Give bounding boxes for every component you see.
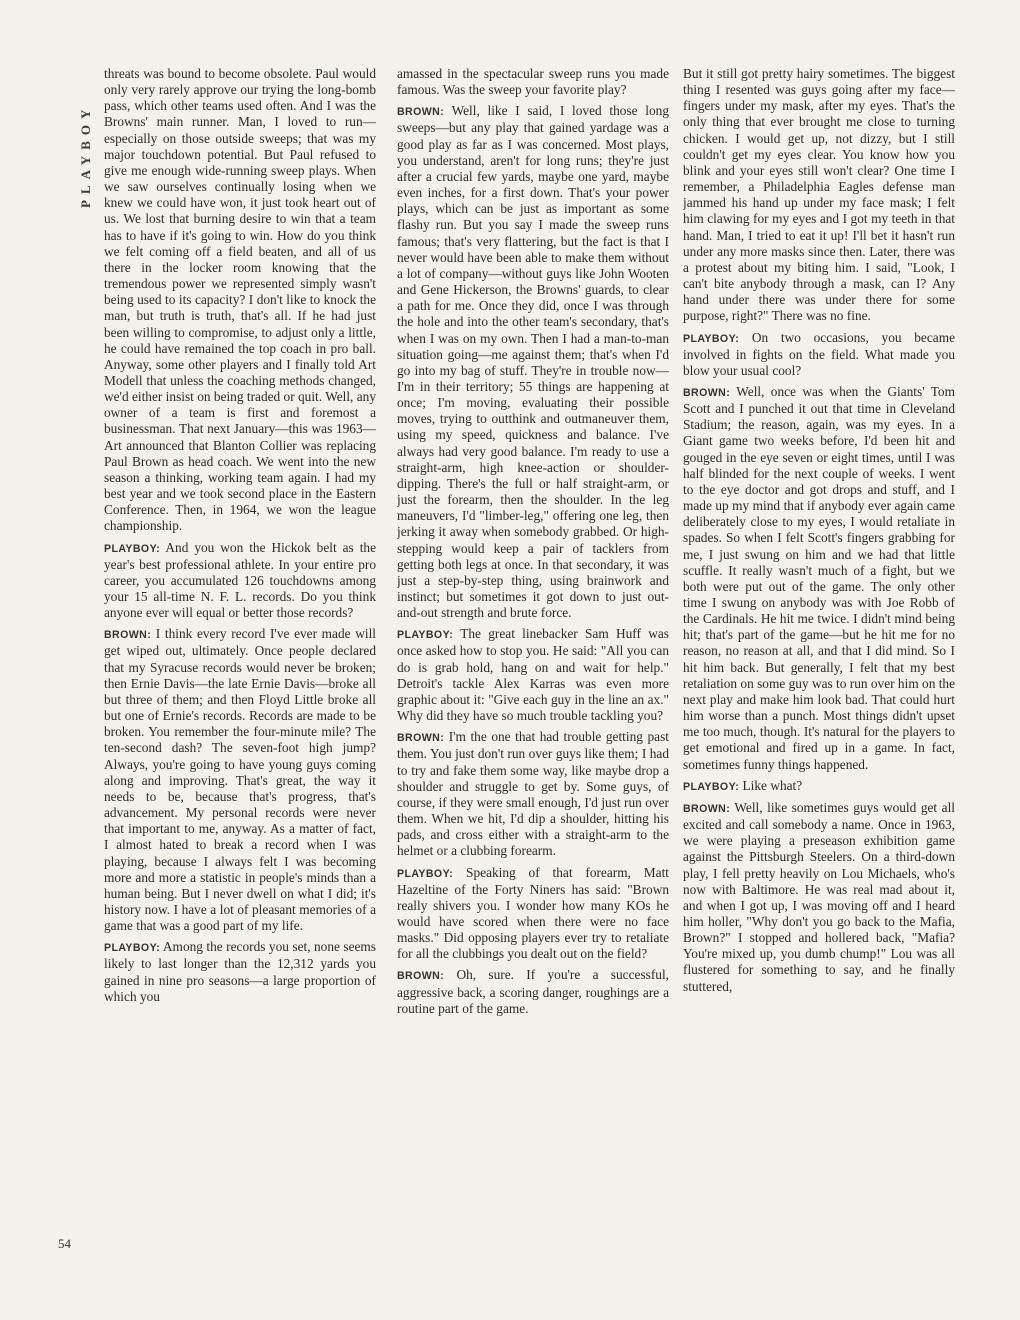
paragraph-text: Like what? <box>742 777 803 793</box>
paragraph-text: Well, like sometimes guys would get all excited and call somebody a name. Once in 1963, we were playing a preseason exhibition game against the Pittsburgh Steelers. On a third-down play, I fell pretty heavily on Lou Michaels, who's now with Baltimore. He was real mad about it, and when I got up, I was moving off and I heard him holler, "Why don't you go back to the Mafia, Brown?" I stopped and hollered back, "Mafia? You're mixed up, you dumb chump!" Lou was all flustered for something to say, and he finally stuttered, <box>683 799 955 994</box>
page-number: 54 <box>58 1236 71 1251</box>
body-paragraph <box>683 66 955 325</box>
paragraph-text: On two occasions, you became involved in fights on the field. What made you blow your usual cool? <box>683 329 955 378</box>
paragraph-text: Among the records you set, none seems likely to last longer than the 12,312 yards you gained in nine pro seasons—a large proportion of which you <box>104 939 376 1004</box>
question-paragraph <box>397 626 669 724</box>
paragraph-text: But it still got pretty hairy sometimes. The biggest thing I resented was guys going after my face—fingers under my mask, after my eyes. That's the only thing that ever brought me close to turning chicken. I would get up, not dizzy, but I still couldn't get my eyes clear. You know how you blink and your eyes still won't clear? One time I remember, a Philadelphia Eagles defense man jammed his hand up under my face mask; I felt him clawing for my eyes and I got my teeth in that hand. Man, I tried to eat it up! I'll bet it hasn't run under any more masks since then. Later, there was a protest about my biting him. I said, "Look, I can't bite anybody through a mask, can I? Any hand under there was under there for some purpose, right?" There was no fine. <box>683 66 955 324</box>
speaker-label: PLAYBOY: <box>683 780 740 793</box>
paragraph-text: Well, like I said, I loved those long sweeps—but any play that gained yardage was a good play as far as I was concerned. Most plays, you understand, aren't for long runs; they're just after a crucial few yards, maybe one yard, maybe even inches, for a first down. That's your power plays, which can be just as important as some flashy run. But you say I made the sweep runs famous; that's very flattering, but the fact is that I never would have been able to make them without a lot of company—without guys like John Wooten and Gene Hickerson, the Browns' guards, to clear a path for me. Once they did, once I was through the hole and into the other team's secondary, that's when I was on my own. Then I had a man-to-man situation going—me against them; that's when I'd go into my bag of stuff. They're in trouble now—I'm in their territory; 55 things are happening at once; I'm moving, evaluating their possible moves, trying to outthink and outmaneuver them, using my speed, quickness and balance. I've always had very good balance. I'm ready to use a straight-arm, high knee-action or shoulder-dipping. There's the full or half straight-arm, or just the forearm, then the shoulder. In the leg maneuvers, I'd "limber-leg," offering one leg, then jerking it away when somebody grabbed. Or high-stepping would keep a pair of tacklers from getting both legs at once. In that secondary, it was just a step-by-step thing, using brainwork and instinct; but sometimes it got down to just out-and-out strength and brute force. <box>397 103 669 621</box>
speaker-label: PLAYBOY: <box>104 542 161 555</box>
question-paragraph <box>104 939 376 1005</box>
answer-paragraph <box>104 626 376 934</box>
answer-paragraph <box>397 967 669 1016</box>
speaker-label: BROWN: <box>397 106 445 119</box>
text-column-2 <box>397 66 669 1266</box>
answer-paragraph <box>397 729 669 859</box>
speaker-label: PLAYBOY: <box>683 332 740 345</box>
speaker-label: BROWN: <box>683 386 731 399</box>
paragraph-text: amassed in the spectacular sweep runs you made famous. Was the sweep your favorite play? <box>397 66 669 98</box>
paragraph-text: Oh, sure. If you're a successful, aggressive back, a scoring danger, roughings are a routine part of the game. <box>397 967 669 1016</box>
paragraph-text: Well, once was when the Giants' Tom Scott and I punched it out that time in Cleveland Stadium; the reason, again, was my eyes. In a Giant game two weeks before, I'd been hit and gouged in the eye seven or eight times, until I was half blinded for the next couple of weeks. I went to the eye doctor and got drops and stuff, and I made up my mind that if anybody ever again came deliberately close to my eyes, I would retaliate in spades. So when I felt Scott's fingers grabbing for me, I just swung on him and we had that little scuffle. It really wasn't much of a fight, but we both were put out of the game. The only other time I swung on anybody was with Joe Robb of the Cardinals. He hit me twice. I didn't mind being hit; that's part of the game—but he hit me for no reason, no reason at all, and that I did mind. So I hit him back. But generally, I felt that my best retaliation on some guy was to run over him on the next play and make him look bad. That could hurt him worse than a punch. Most things didn't upset me too much, though. It's natural for the players to get emotional and fired up in a game. In fact, sometimes funny things happened. <box>683 383 955 772</box>
paragraph-text: threats was bound to become obsolete. Paul would only very rarely approve our trying the long-bomb pass, which other teams used often. And I was the Browns' main runner. Man, I loved to run—especially on those outside sweeps; that was my major touchdown potential. But Paul refused to give me enough wide-running sweep plays. When we saw ourselves continually losing when we knew we could have won, it just took heart out of us. We lost that burning desire to win that a team has to have if it's going to win. How do you think we felt coming off a field beaten, and all of us there in the locker room knowing that the tremendous power we represented simply wasn't being used to its capacity? I don't like to knock the man, but truth is truth, that's all. If he had just been willing to compromise, to adjust only a little, he could have remained the top coach in pro ball. Anyway, some other players and I finally told Art Modell that unless the coaching methods changed, we'd either insist on being traded or quit. Well, any owner of a team is first and foremost a businessman. That next January—this was 1963—Art announced that Blanton Collier was replacing Paul Brown as head coach. We went into the new season a thinking, working team again. I had my best year and we took second place in the Eastern Conference. Then, in 1964, we won the league championship. <box>104 66 376 534</box>
question-paragraph <box>683 778 955 795</box>
text-column-3 <box>683 66 955 1266</box>
speaker-label: PLAYBOY: <box>397 867 454 880</box>
question-paragraph <box>104 540 376 622</box>
text-column-1 <box>104 66 376 1266</box>
paragraph-text: I'm the one that had trouble getting past them. You just don't run over guys like them; I had to try and fake them some way, like maybe drop a shoulder and struggle to get by. Some guys, of course, if they were small enough, I'd just run over them. When we hit, I'd dip a shoulder, hitting his pads, and cross either with a straight-arm to the helmet or a clubbing forearm. <box>397 729 669 859</box>
paragraph-text: Speaking of that forearm, Matt Hazeltine of the Forty Niners has said: "Brown really shivers you. I wonder how many KOs he would have scored when there were no face masks." Did opposing players ever try to retaliate for all the clubbings you dealt out on the field? <box>397 864 669 962</box>
speaker-label: BROWN: <box>683 802 731 815</box>
paragraph-text: I think every record I've ever made will get wiped out, ultimately. Once people declared that my Syracuse records would never be broken; then Ernie Davis—the late Ernie Davis—broke all but three of them; and then Floyd Little broke all but one of Ernie's records. Records are made to be broken. You remember the four-minute mile? The ten-second dash? The seven-foot high jump? Always, you're going to have young guys coming along and improving. That's great, the way it needs to be, because that's progress, that's advancement. My personal records were never that important to me, anyway. As a matter of fact, I almost hated to break a record when I was playing, because I always felt I was becoming more and more a statistic in people's minds than a human being. But I never dwell on what I did; it's history now. I have a lot of pleasant memories of a game that was a good part of my life. <box>104 626 376 934</box>
body-paragraph <box>397 66 669 98</box>
question-paragraph <box>683 330 955 379</box>
masthead-spine: PLAYBOY <box>78 103 93 209</box>
speaker-label: BROWN: <box>397 732 445 745</box>
question-paragraph <box>397 865 669 963</box>
speaker-label: PLAYBOY: <box>104 942 161 955</box>
paragraph-text: And you won the Hickok belt as the year's best professional athlete. In your entire pro career, you accumulated 126 touchdowns among your 15 all-time N. F. L. records. Do you think anyone ever will equal or better those records? <box>104 539 376 621</box>
speaker-label: BROWN: <box>104 629 152 642</box>
answer-paragraph <box>683 800 955 995</box>
answer-paragraph <box>683 384 955 773</box>
paragraph-text: The great linebacker Sam Huff was once asked how to stop you. He said: "All you can do is grab hold, hang on and wait for help." Detroit's tackle Alex Karras was even more graphic about it: "Give each guy in the line an ax." Why did they have so much trouble tackling you? <box>397 626 669 724</box>
speaker-label: PLAYBOY: <box>397 629 454 642</box>
body-paragraph <box>104 66 376 535</box>
speaker-label: BROWN: <box>397 970 445 983</box>
answer-paragraph <box>397 103 669 621</box>
